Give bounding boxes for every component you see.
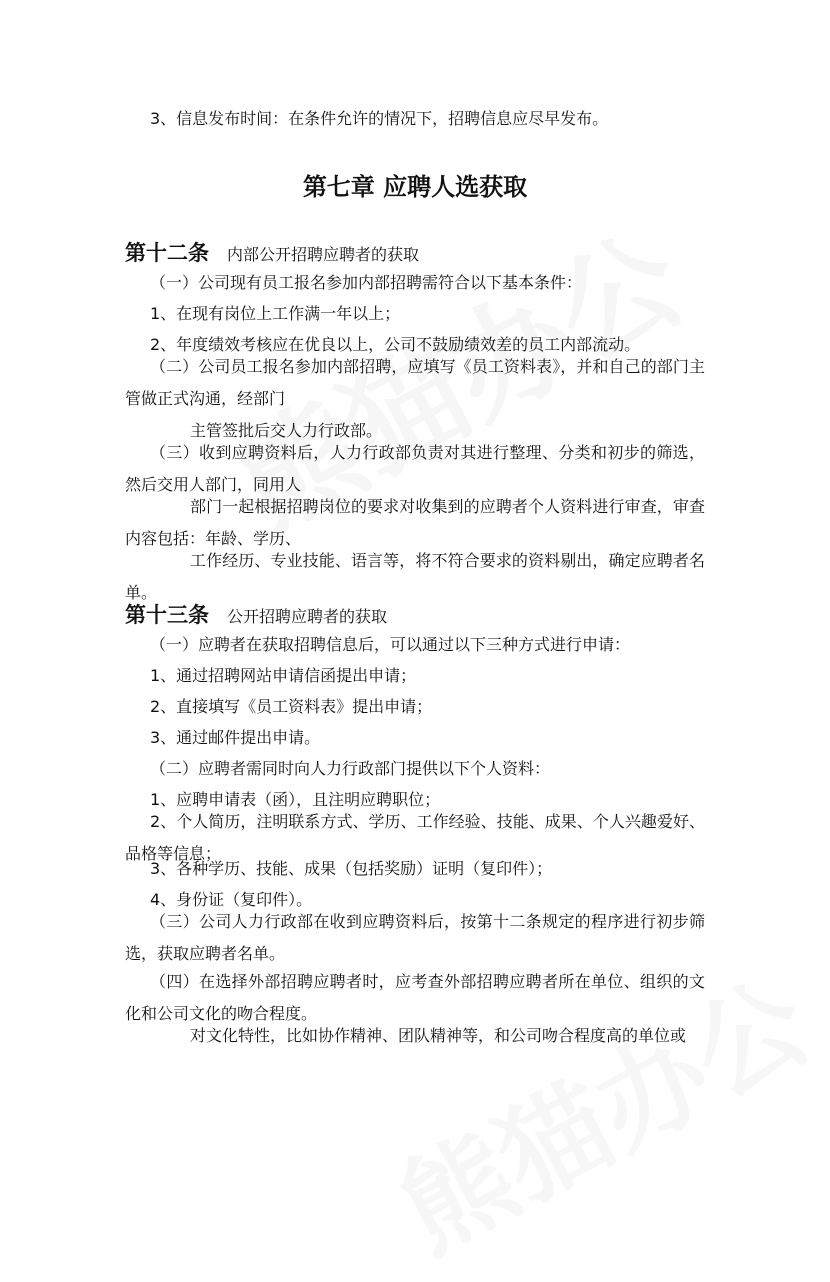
article-12-para-2-cont: 主管签批后交人力行政部。 xyxy=(190,421,383,440)
article-13-line-5: （二）应聘者需同时向人力行政部门提供以下个人资料： xyxy=(150,759,551,778)
article-12-title: 内部公开招聘应聘者的获取 xyxy=(227,245,420,264)
article-12-para-3-cont-1: 部门一起根据招聘岗位的要求对收集到的应聘者个人资料进行审查，审查内容包括：年龄、学历、 xyxy=(125,497,705,548)
article-12-para-2: （二）公司员工报名参加内部招聘，应填写《员工资料表》，并和自己的部门主管做正式沟通，经部门 xyxy=(125,357,705,408)
article-13-line-7: 3、各种学历、技能、成果（包括奖励）证明（复印件）； xyxy=(150,859,553,878)
article-13-para-4-cont: 对文化特性，比如协作精神、团队精神等，和公司吻合程度高的单位或 xyxy=(190,1026,687,1045)
article-13-line-3: 2、直接填写《员工资料表》提出申请； xyxy=(150,697,433,716)
article-13-number: 第十三条 xyxy=(125,603,209,627)
article-13-heading xyxy=(125,602,387,630)
article-12-line-3: 2、年度绩效考核应在优良以上，公司不鼓励绩效差的员工内部流动。 xyxy=(150,335,641,354)
article-13-line-2: 1、通过招聘网站申请信函提出申请； xyxy=(150,666,417,685)
article-13-para-4: （四）在选择外部招聘应聘者时，应考查外部招聘应聘者所在单位、组织的文化和公司文化的吻合程度。 xyxy=(125,972,705,1023)
article-13-line-6: 1、应聘申请表（函），且注明应聘职位； xyxy=(150,790,441,809)
article-13-line-8: 4、身份证（复印件）。 xyxy=(150,890,313,909)
article-13-line-1: （一）应聘者在获取招聘信息后，可以通过以下三种方式进行申请： xyxy=(150,635,631,654)
article-13-para-3: （三）公司人力行政部在收到应聘资料后，按第十二条规定的程序进行初步筛选，获取应聘者名单。 xyxy=(125,912,705,963)
chapter-title: 第七章 应聘人选获取 xyxy=(302,173,528,201)
article-12-line-1: （一）公司现有员工报名参加内部招聘需符合以下基本条件： xyxy=(150,273,583,292)
article-13-title: 公开招聘应聘者的获取 xyxy=(227,607,388,626)
article-13-line-4: 3、通过邮件提出申请。 xyxy=(150,728,321,747)
article-12-line-2: 1、在现有岗位上工作满一年以上； xyxy=(150,304,401,323)
article-12-number: 第十二条 xyxy=(125,241,209,265)
article-12-heading xyxy=(125,240,419,268)
intro-line: 3、信息发布时间：在条件允许的情况下，招聘信息应尽早发布。 xyxy=(150,109,609,128)
article-13-resume: 2、个人简历，注明联系方式、学历、工作经验、技能、成果、个人兴趣爱好、品格等信息； xyxy=(125,812,705,863)
article-12-para-3-cont-2: 工作经历、专业技能、语言等，将不符合要求的资料剔出，确定应聘者名单。 xyxy=(125,551,705,602)
article-12-para-3: （三）收到应聘资料后，人力行政部负责对其进行整理、分类和初步的筛选，然后交用人部门，同用人 xyxy=(125,443,705,494)
